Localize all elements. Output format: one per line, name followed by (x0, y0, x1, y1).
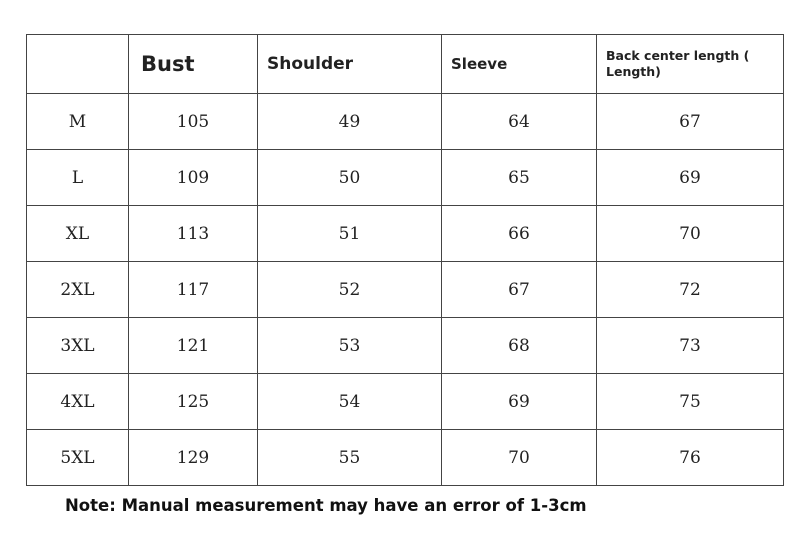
cell-back-center-length: 69 (597, 150, 784, 206)
cell-bust: 129 (129, 430, 258, 486)
cell-shoulder: 50 (258, 150, 442, 206)
cell-shoulder: 51 (258, 206, 442, 262)
size-chart-table (26, 34, 784, 486)
cell-back-center-length: 76 (597, 430, 784, 486)
cell-sleeve: 69 (442, 374, 597, 430)
cell-shoulder: 49 (258, 94, 442, 150)
cell-back-center-length: 75 (597, 374, 784, 430)
cell-sleeve: 64 (442, 94, 597, 150)
cell-back-center-length: 67 (597, 94, 784, 150)
header-sleeve: Sleeve (442, 35, 597, 94)
cell-back-center-length: 72 (597, 262, 784, 318)
cell-size: 2XL (27, 262, 129, 318)
cell-shoulder: 53 (258, 318, 442, 374)
header-shoulder: Shoulder (258, 35, 442, 94)
cell-size: XL (27, 206, 129, 262)
cell-bust: 113 (129, 206, 258, 262)
measurement-note: Note: Manual measurement may have an error of 1-3cm (65, 496, 587, 515)
table-row (27, 318, 784, 374)
cell-bust: 117 (129, 262, 258, 318)
cell-sleeve: 68 (442, 318, 597, 374)
header-back-center-length: Back center length ( Length) (597, 35, 784, 94)
cell-size: L (27, 150, 129, 206)
cell-bust: 105 (129, 94, 258, 150)
cell-back-center-length: 70 (597, 206, 784, 262)
cell-size: 4XL (27, 374, 129, 430)
table-row (27, 374, 784, 430)
cell-bust: 125 (129, 374, 258, 430)
header-bust: Bust (129, 35, 258, 94)
table-row (27, 206, 784, 262)
cell-size: M (27, 94, 129, 150)
cell-bust: 121 (129, 318, 258, 374)
cell-back-center-length: 73 (597, 318, 784, 374)
cell-sleeve: 67 (442, 262, 597, 318)
table-row (27, 94, 784, 150)
header-row (27, 35, 784, 94)
table-row (27, 430, 784, 486)
cell-shoulder: 52 (258, 262, 442, 318)
cell-shoulder: 55 (258, 430, 442, 486)
table-row (27, 150, 784, 206)
cell-sleeve: 65 (442, 150, 597, 206)
cell-bust: 109 (129, 150, 258, 206)
cell-shoulder: 54 (258, 374, 442, 430)
table-row (27, 262, 784, 318)
cell-sleeve: 66 (442, 206, 597, 262)
cell-size: 3XL (27, 318, 129, 374)
header-size (27, 35, 129, 94)
cell-sleeve: 70 (442, 430, 597, 486)
cell-size: 5XL (27, 430, 129, 486)
